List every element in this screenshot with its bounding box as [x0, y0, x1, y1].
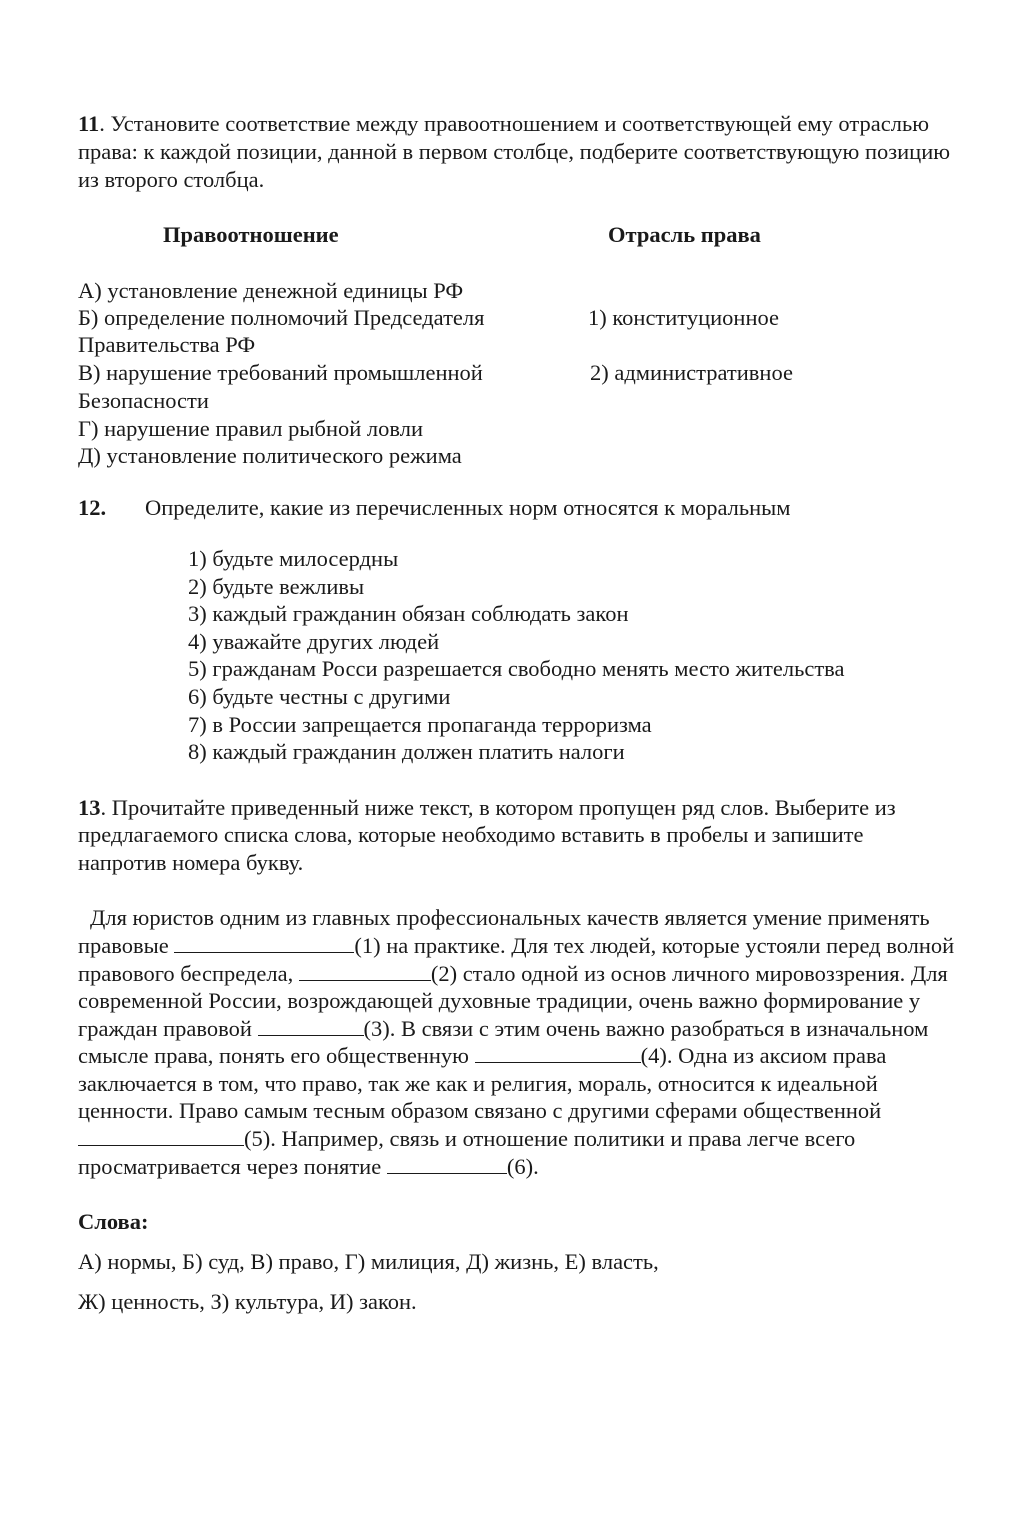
- q13-text-fragment: (6).: [506, 1154, 539, 1179]
- q13-text-line: [78, 1125, 855, 1153]
- q13-text-fragment: правового беспредела,: [78, 961, 299, 986]
- q11-left-item: Безопасности: [78, 388, 209, 413]
- q12-number: 12.: [78, 495, 107, 520]
- blank-4: [475, 1044, 641, 1063]
- q11-intro-line1: [78, 110, 929, 138]
- q13-text-fragment: просматривается через понятие: [78, 1154, 387, 1179]
- q13-text-line: [78, 960, 948, 988]
- q11-number: 11: [78, 111, 100, 136]
- q11-intro-line2: права: к каждой позиции, данной в первом столбце, подберите соответствующую позицию: [78, 139, 951, 164]
- q11-col-right-header: Отрасль права: [608, 222, 761, 247]
- blank-1: [174, 934, 354, 953]
- q13-number: 13: [78, 795, 101, 820]
- q11-right-item: 2) административное: [590, 360, 793, 385]
- q13-text-fragment: правовые: [78, 933, 175, 958]
- words-line: А) нормы, Б) суд, В) право, Г) милиция, Д) жизнь, Е) власть,: [78, 1249, 659, 1274]
- q13-text-line: Для юристов одним из главных профессиональных качеств является умение применять: [90, 905, 930, 930]
- q12-item: 7) в России запрещается пропаганда терроризма: [188, 712, 652, 737]
- words-line: Ж) ценность, З) культура, И) закон.: [78, 1289, 417, 1314]
- q13-text-fragment: (4). Одна из аксиом права: [640, 1043, 887, 1068]
- q12-item: 8) каждый гражданин должен платить налоги: [188, 739, 625, 764]
- q13-text-fragment: (1) на практике. Для тех людей, которые устояли перед волной: [354, 933, 955, 958]
- q13-text-line: современной России, возрождающей духовные традиции, очень важно формирование у: [78, 988, 921, 1013]
- q11-right-item: 1) конституционное: [588, 305, 780, 330]
- q13-text-line: ценности. Право самым тесным образом связано с другими сферами общественной: [78, 1098, 882, 1123]
- q11-col-left-header: Правоотношение: [163, 222, 339, 247]
- q13-text-fragment: (3). В связи с этим очень важно разобраться в изначальном: [363, 1016, 929, 1041]
- q13-text-fragment: смысле права, понять его общественную: [78, 1043, 475, 1068]
- q12-item: 6) будьте честны с другими: [188, 684, 451, 709]
- blank-6: [387, 1155, 507, 1174]
- q11-left-item: А) установление денежной единицы РФ: [78, 278, 464, 303]
- q12-item: 2) будьте вежливы: [188, 574, 365, 599]
- q11-left-item: Г) нарушение правил рыбной ловли: [78, 416, 424, 441]
- q12-item: 4) уважайте других людей: [188, 629, 440, 654]
- q11-intro-line3: из второго столбца.: [78, 167, 265, 192]
- q12-item: 1) будьте милосердны: [188, 546, 399, 571]
- q13-text-line: [78, 1015, 928, 1043]
- words-header: Слова:: [78, 1209, 149, 1234]
- blank-3: [258, 1017, 364, 1036]
- q13-text-line: заключается в том, что право, так же как и религия, мораль, относится к идеальной: [78, 1071, 878, 1096]
- blank-5: [78, 1127, 244, 1146]
- q12-prompt: Определите, какие из перечисленных норм относятся к моральным: [145, 495, 791, 520]
- blank-2: [299, 962, 431, 981]
- q11-left-item: Б) определение полномочий Председателя: [78, 305, 485, 330]
- q12-item: 5) гражданам Росси разрешается свободно менять место жительства: [188, 656, 845, 681]
- q13-intro-line2: предлагаемого списка слова, которые необходимо вставить в пробелы и запишите: [78, 822, 864, 847]
- q13-text-fragment: (2) стало одной из основ личного мировоззрения. Для: [430, 961, 948, 986]
- q11-intro-text: . Установите соответствие между правоотношением и соответствующей ему отраслью: [99, 111, 930, 136]
- q12-item: 3) каждый гражданин обязан соблюдать закон: [188, 601, 629, 626]
- q11-left-item: Д) установление политического режима: [78, 443, 462, 468]
- q11-left-item: В) нарушение требований промышленной: [78, 360, 483, 385]
- q13-text-fragment: (5). Например, связь и отношение политики и права легче всего: [244, 1126, 856, 1151]
- q13-text-fragment: граждан правовой: [78, 1016, 258, 1041]
- q13-intro-text: . Прочитайте приведенный ниже текст, в котором пропущен ряд слов. Выберите из: [100, 795, 896, 820]
- q13-text-line: [78, 1042, 886, 1070]
- q13-text-line: [78, 932, 954, 960]
- q13-intro-line1: [78, 794, 896, 822]
- q13-intro-line3: напротив номера букву.: [78, 850, 304, 875]
- q13-text-line: [78, 1153, 539, 1181]
- q11-left-item: Правительства РФ: [78, 332, 256, 357]
